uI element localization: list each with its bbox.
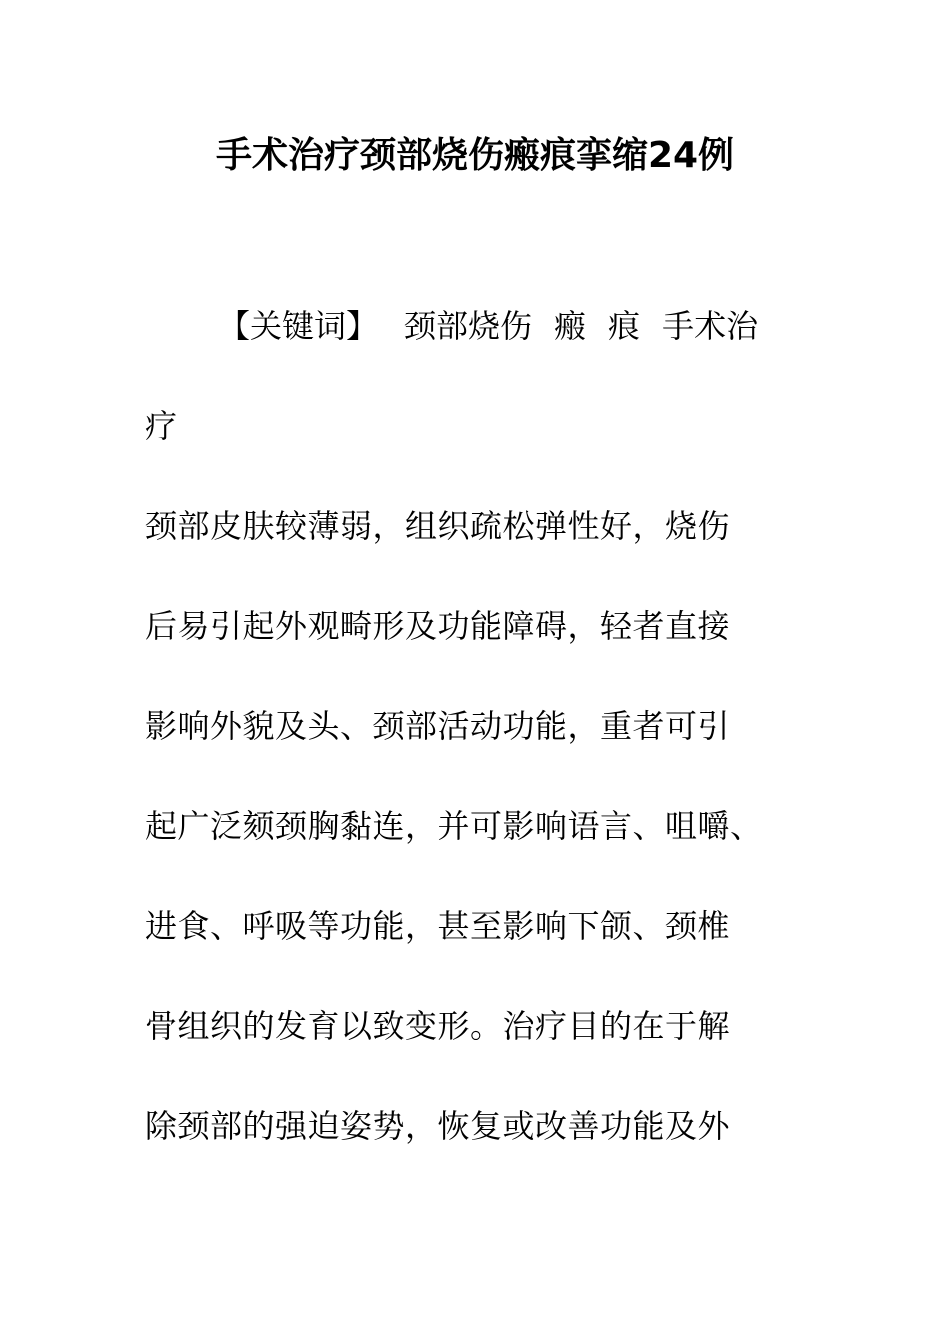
body-line: 除颈部的强迫姿势，恢复或改善功能及外 <box>145 1107 731 1145</box>
body-line: 骨组织的发育以致变形。治疗目的在于解 <box>145 1007 731 1045</box>
body-line: 影响外貌及头、颈部活动功能，重者可引 <box>145 707 731 745</box>
keyword-term: 颈部烧伤 <box>404 307 533 345</box>
body-line: 进食、呼吸等功能，甚至影响下颌、颈椎 <box>145 907 731 945</box>
keywords-line <box>218 301 758 351</box>
body-line: 起广泛颏颈胸黏连，并可影响语言、咀嚼、 <box>145 807 763 845</box>
keyword-term: 瘢 <box>554 307 587 345</box>
keyword-term: 痕 <box>608 307 641 345</box>
keywords-label: 【关键词】 <box>218 307 379 345</box>
body-line: 后易引起外观畸形及功能障碍，轻者直接 <box>145 607 731 645</box>
keywords-continuation: 疗 <box>145 407 178 445</box>
document-title: 手术治疗颈部烧伤瘢痕挛缩24例 <box>215 135 735 176</box>
keyword-term: 手术治 <box>662 307 759 345</box>
body-line: 颈部皮肤较薄弱，组织疏松弹性好，烧伤 <box>145 507 731 545</box>
